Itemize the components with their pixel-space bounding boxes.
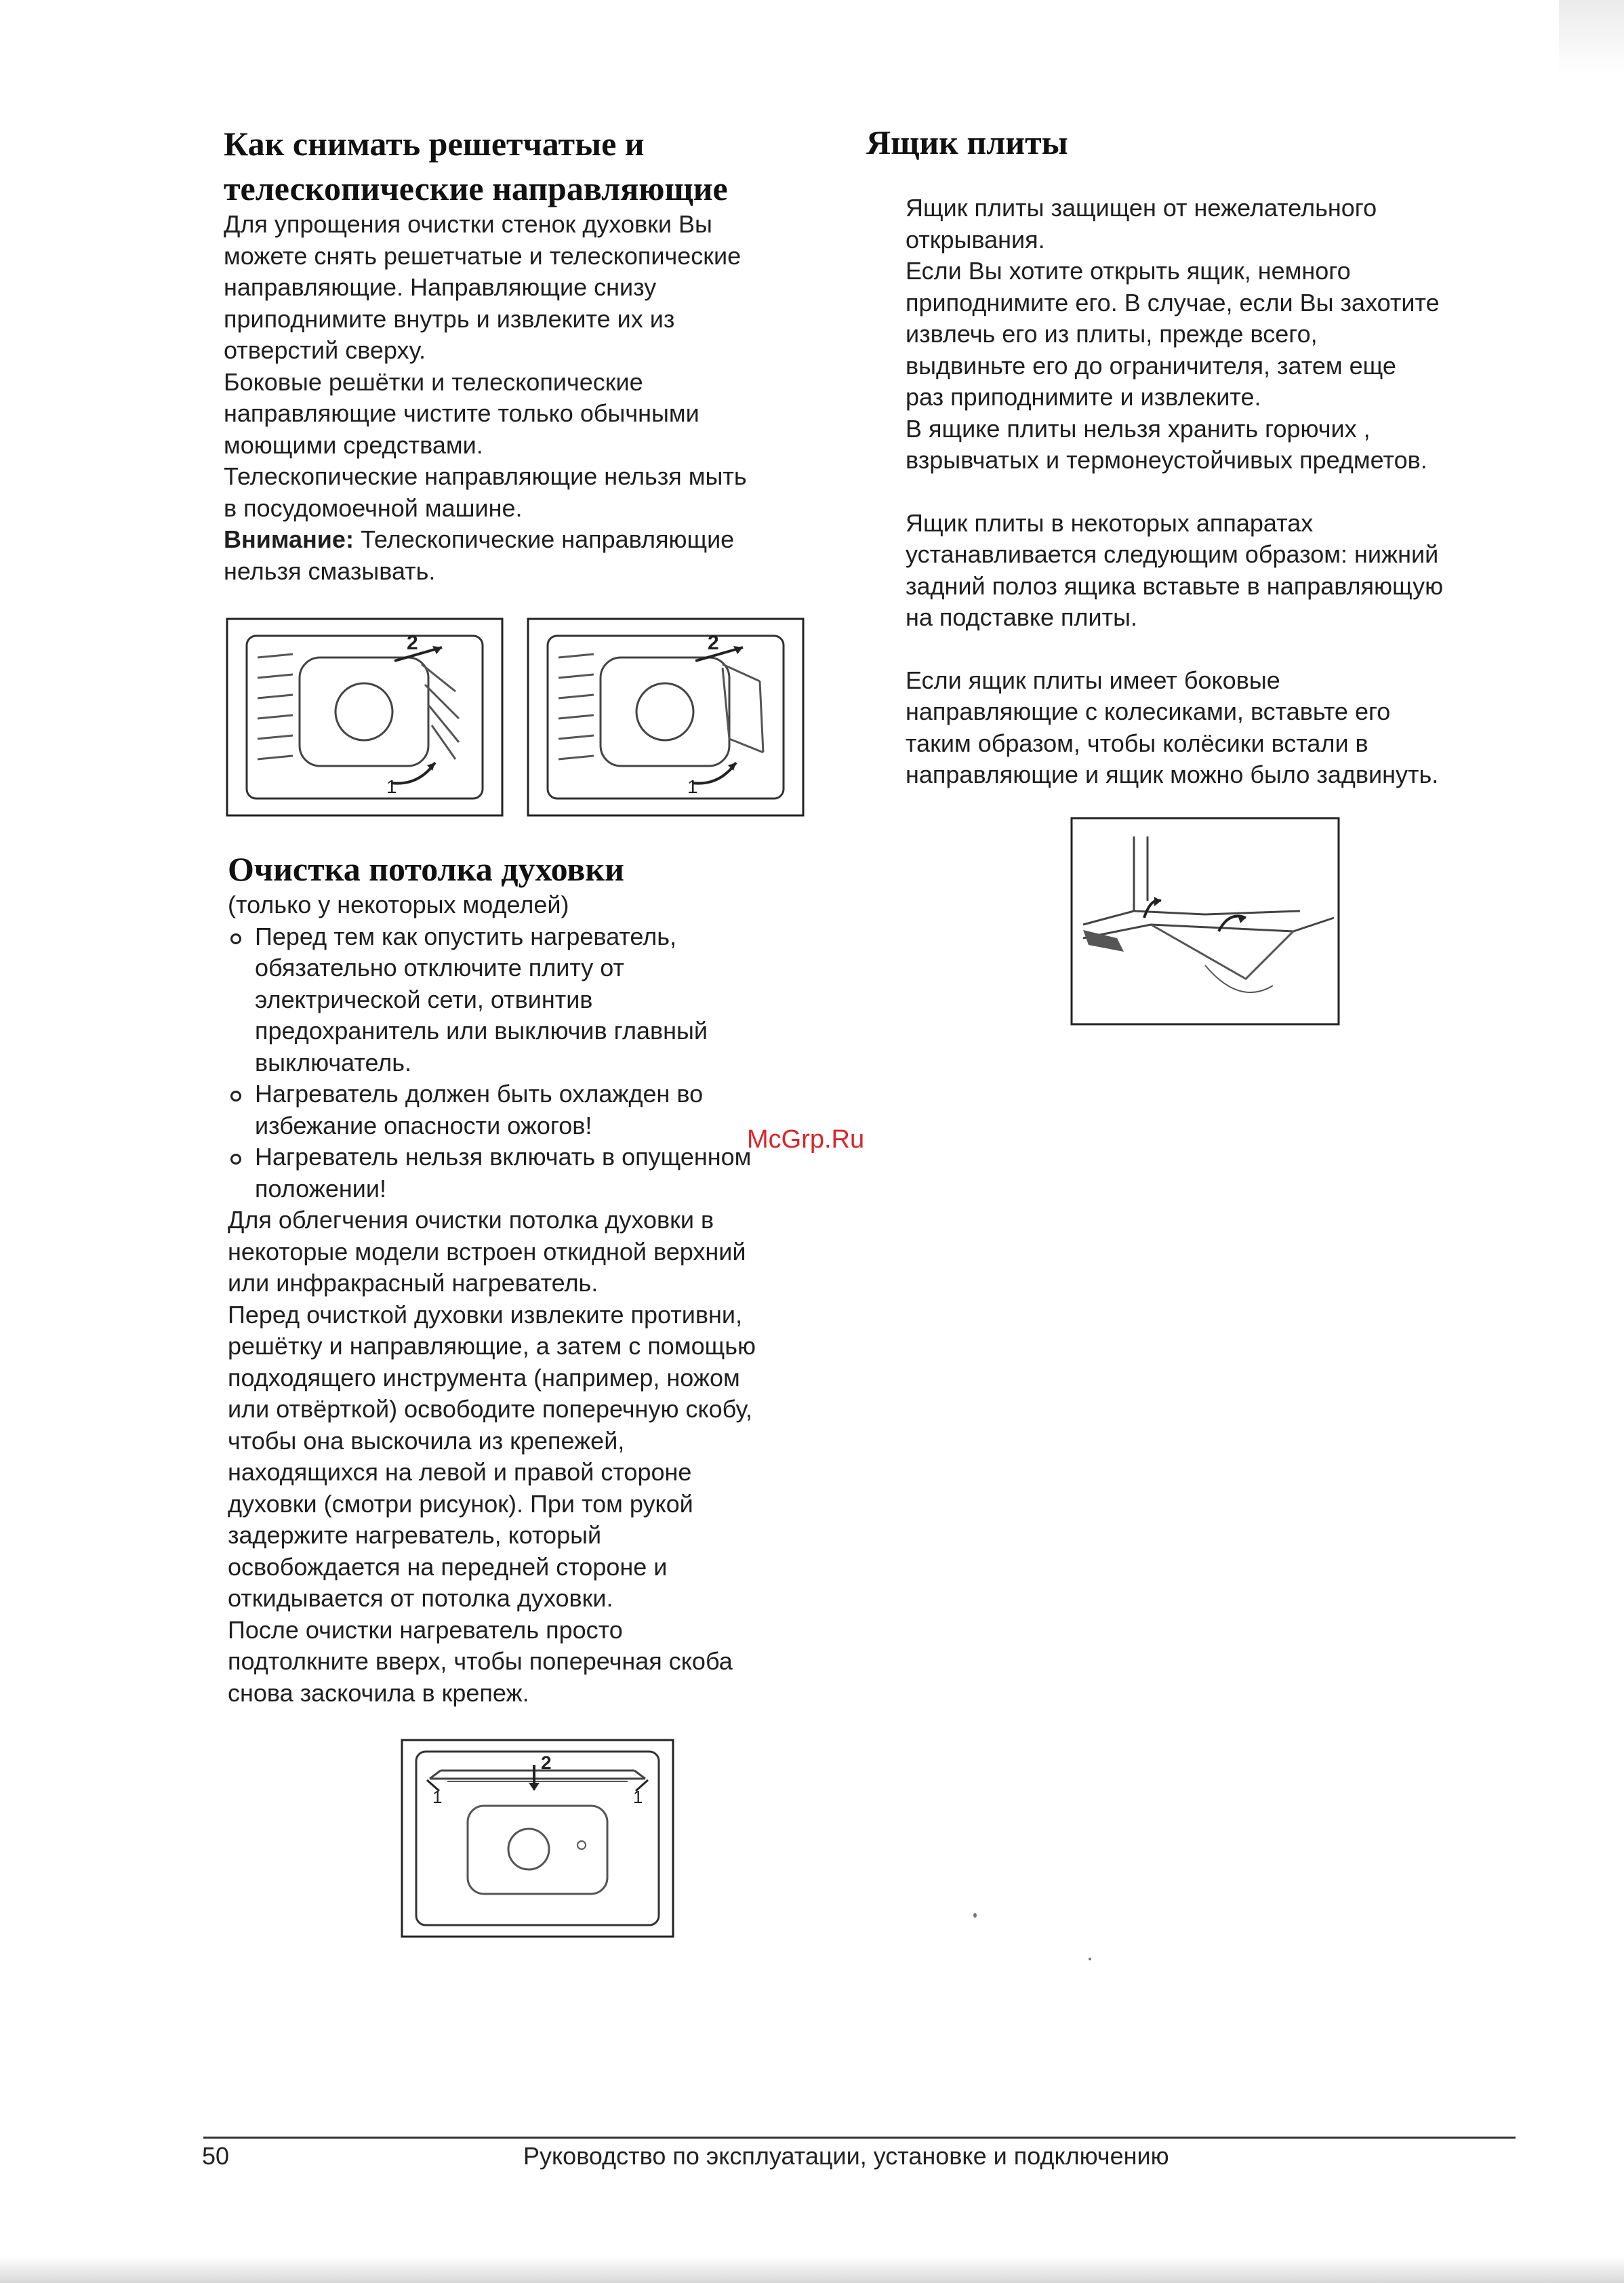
heading-ceiling: Очистка потолка духовки — [228, 850, 624, 888]
ceiling-paragraph-3: После очистки нагреватель просто подтолкните вверх, чтобы поперечная скоба снова заскочила в крепеж. — [228, 1615, 733, 1707]
drawer-paragraph-4: Ящик плиты в некоторых аппаратах устанавливается следующим образом: нижний задний полоз ящика вставьте в направляющую на подставке плиты. — [906, 508, 1444, 631]
figure-label-1: 1 — [386, 776, 397, 797]
spacer — [906, 477, 1516, 508]
spacer — [906, 634, 1516, 665]
footer-title: Руководство по эксплуатации, установке и подключению — [523, 2142, 1169, 2170]
scan-speck — [973, 1913, 977, 1918]
drawer-paragraph-3: В ящике плиты нельзя хранить горючих , взрывчатых и термонеустойчивых предметов. — [906, 414, 1427, 474]
figure-rails-right — [526, 617, 805, 817]
watermark: McGrp.Ru — [747, 1125, 865, 1154]
figure-drawer — [1070, 816, 1341, 1026]
scan-edge-shadow — [1559, 0, 1624, 75]
figure-heater — [400, 1738, 675, 1939]
figure-rails-left — [225, 617, 504, 817]
scan-bottom-shadow — [0, 2257, 1624, 2283]
ceiling-paragraph-1: Для облегчения очистки потолка духовки в некоторые модели встроен откидной верхний или инфракрасный нагреватель. — [228, 1206, 746, 1297]
figure-label-1-right: 1 — [633, 1787, 643, 1807]
drawer-paragraph-5: Если ящик плиты имеет боковые направляющие с колесиками, вставьте его таким образом, чтобы колёсики встали в направляющие и ящик можно было задвинуть. — [906, 666, 1439, 788]
racks-paragraph-1: Для упрощения очистки стенок духовки Вы можете снять решетчатые и телескопические направляющие. Направляющие снизу приподнимите внутрь и извлеките их из отверстий сверху. — [224, 210, 742, 364]
list-item: Перед тем как опустить нагреватель, обязательно отключите плиту от электрической сети, отвинтив предохранитель или выключив главный выключатель. — [228, 921, 851, 1079]
drawer-paragraph-2: Если Вы хотите открыть ящик, немного приподнимите его. В случае, если Вы захотите извлечь его из плиты, прежде всего, выдвиньте его до ограничителя, затем еще раз приподнимите и извлеките. — [906, 257, 1440, 411]
heading-racks-line1: Как снимать решетчатые и — [224, 125, 645, 163]
page-number: 50 — [202, 2142, 230, 2170]
ceiling-text — [228, 889, 851, 1709]
drawer-paragraph-1: Ящик плиты защищен от нежелательного открывания. — [906, 194, 1377, 254]
oven-rails-telescopic-illustration — [526, 617, 805, 817]
racks-text — [224, 209, 847, 587]
figure-label-2: 2 — [708, 632, 719, 654]
heading-drawer: Ящик плиты — [866, 123, 1068, 161]
oven-rails-illustration — [225, 617, 504, 817]
ceiling-paragraph-2: Перед очисткой духовки извлеките противни, решётку и направляющие, а затем с помощью подходящего инструмента (например, ножом или отвёрткой) освободите поперечную скобу, чтобы она выскочила из крепежей, находящихся на левой и правой стороне духовки (смотри рисунок). При том рукой задержите нагреватель, который освобождается на передней стороне и откидывается от потолка духовки. — [228, 1300, 756, 1612]
ceiling-subtitle: (только у некоторых моделей) — [228, 891, 569, 918]
racks-paragraph-3: Телескопические направляющие нельзя мыть в посудомоечной машине. — [224, 462, 747, 522]
figure-label-1: 1 — [687, 776, 698, 797]
figure-label-2: 2 — [541, 1752, 552, 1773]
oven-heater-illustration — [400, 1738, 675, 1939]
heading-racks-line2: телескопические направляющие — [224, 169, 728, 207]
footer-divider — [203, 2137, 1516, 2139]
racks-warning: Внимание: Телескопические направляющие нельзя смазывать. — [224, 525, 735, 585]
figure-label-1-left: 1 — [432, 1787, 443, 1807]
scan-speck — [1089, 1958, 1091, 1960]
racks-paragraph-2: Боковые решётки и телескопические направляющие чистите только обычными моющими средствами. — [224, 367, 699, 459]
drawer-install-illustration — [1070, 816, 1341, 1026]
list-item: Нагреватель должен быть охлажден во избежание опасности ожогов! — [228, 1078, 851, 1142]
list-item: Нагреватель нельзя включать в опущенном положении! — [228, 1142, 851, 1205]
figure-label-2: 2 — [407, 632, 418, 654]
drawer-text — [906, 193, 1516, 791]
ceiling-warnings-list — [228, 921, 851, 1205]
warning-label: Внимание: — [224, 525, 354, 553]
